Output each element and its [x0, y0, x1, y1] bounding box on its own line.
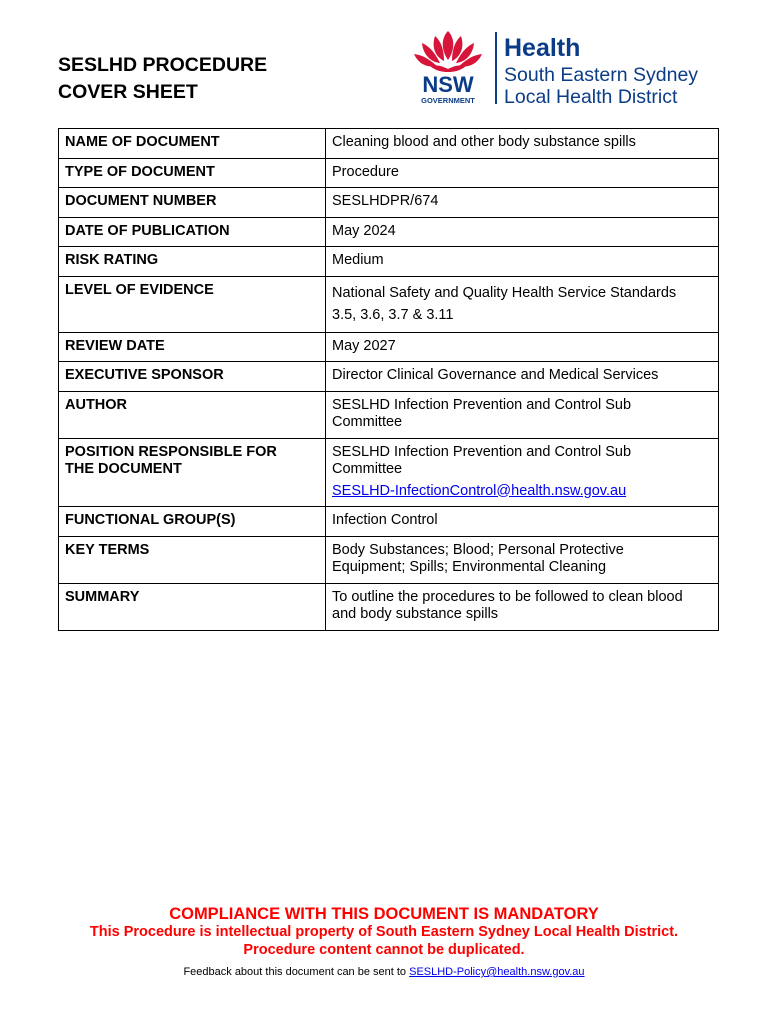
table-row	[59, 332, 719, 362]
field-label: EXECUTIVE SPONSOR	[59, 362, 326, 392]
field-value	[326, 391, 719, 438]
title-line-1: SESLHD PROCEDURE	[58, 54, 268, 76]
nsw-health-logo	[408, 28, 728, 108]
cover-sheet-table	[58, 128, 719, 631]
field-value-line: Body Substances; Blood; Personal Protective	[332, 541, 624, 558]
table-row	[59, 158, 719, 188]
table-row	[59, 188, 719, 218]
table-row	[59, 129, 719, 159]
field-label-line: THE DOCUMENT	[65, 461, 182, 477]
field-value	[326, 536, 719, 583]
compliance-notice	[0, 904, 768, 959]
field-value	[326, 438, 719, 507]
health-wordmark: Health	[504, 34, 581, 62]
field-value	[326, 583, 719, 630]
field-value-line: Equipment; Spills; Environmental Cleaning	[332, 559, 607, 575]
feedback-email-link[interactable]: SESLHD-Policy@health.nsw.gov.au	[409, 966, 585, 978]
field-value	[326, 158, 719, 188]
field-label: DATE OF PUBLICATION	[59, 217, 326, 247]
table-row	[59, 247, 719, 277]
feedback-note	[0, 965, 768, 979]
field-value-line: and body substance spills	[332, 606, 499, 622]
compliance-heading: COMPLIANCE WITH THIS DOCUMENT IS MANDATORY	[169, 905, 599, 923]
field-value-line: Committee	[332, 461, 403, 477]
ip-notice-line: This Procedure is intellectual property of South Eastern Sydney Local Health District.	[89, 924, 679, 940]
government-wordmark: GOVERNMENT	[421, 96, 475, 105]
field-value-line: Medium	[332, 252, 384, 268]
field-value-line: Cleaning blood and other body substance spills	[332, 134, 636, 150]
field-value	[326, 332, 719, 362]
table-row	[59, 536, 719, 583]
field-value-line: SESLHD Infection Prevention and Control Sub	[332, 396, 632, 413]
field-label: NAME OF DOCUMENT	[59, 129, 326, 159]
table-row	[59, 362, 719, 392]
field-value-line: National Safety and Quality Health Service Standards	[332, 284, 677, 301]
table-row	[59, 583, 719, 630]
nsw-wordmark: NSW	[422, 72, 474, 97]
waratah-flower-icon	[414, 31, 482, 72]
district-name-line-2: Local Health District	[504, 85, 678, 108]
field-label	[59, 438, 326, 507]
table-row	[59, 507, 719, 537]
field-value-line: May 2027	[332, 337, 396, 354]
field-label: KEY TERMS	[59, 536, 326, 583]
title-line-2: COVER SHEET	[58, 81, 198, 103]
field-value	[326, 276, 719, 332]
field-label: DOCUMENT NUMBER	[59, 188, 326, 218]
field-label: SUMMARY	[59, 583, 326, 630]
field-value-line: May 2024	[332, 222, 396, 239]
field-label: REVIEW DATE	[59, 332, 326, 362]
table-row	[59, 391, 719, 438]
field-value-line: Committee	[332, 414, 403, 430]
table-row	[59, 438, 719, 507]
field-value-line: 3.5, 3.6, 3.7 & 3.11	[332, 306, 454, 323]
field-value	[326, 217, 719, 247]
district-name	[504, 65, 698, 108]
field-value-line: Infection Control	[332, 512, 438, 528]
district-name-line-1: South Eastern Sydney	[504, 64, 699, 86]
field-label: LEVEL OF EVIDENCE	[59, 276, 326, 332]
field-label: AUTHOR	[59, 391, 326, 438]
field-value	[326, 247, 719, 277]
field-value	[326, 129, 719, 159]
field-label: FUNCTIONAL GROUP(S)	[59, 507, 326, 537]
field-value-line: To outline the procedures to be followed to clean blood	[332, 588, 683, 605]
field-value-line: Procedure	[332, 163, 399, 180]
field-label-line: POSITION RESPONSIBLE FOR	[65, 443, 277, 460]
feedback-text: Feedback about this document can be sent to	[183, 966, 410, 978]
table-row	[59, 276, 719, 332]
field-value	[326, 188, 719, 218]
field-value-line: SESLHDPR/674	[332, 193, 439, 209]
field-label: TYPE OF DOCUMENT	[59, 158, 326, 188]
nsw-government-logo	[408, 28, 488, 106]
field-value	[326, 507, 719, 537]
field-value-line: SESLHD Infection Prevention and Control Sub	[332, 443, 632, 460]
contact-email-link[interactable]: SESLHD-InfectionControl@health.nsw.gov.au	[332, 482, 627, 499]
logo-divider	[495, 32, 497, 104]
field-label: RISK RATING	[59, 247, 326, 277]
field-value-line: Director Clinical Governance and Medical Services	[332, 367, 659, 383]
document-title	[58, 52, 267, 106]
table-row	[59, 217, 719, 247]
field-value	[326, 362, 719, 392]
duplication-notice-line: Procedure content cannot be duplicated.	[243, 941, 525, 958]
